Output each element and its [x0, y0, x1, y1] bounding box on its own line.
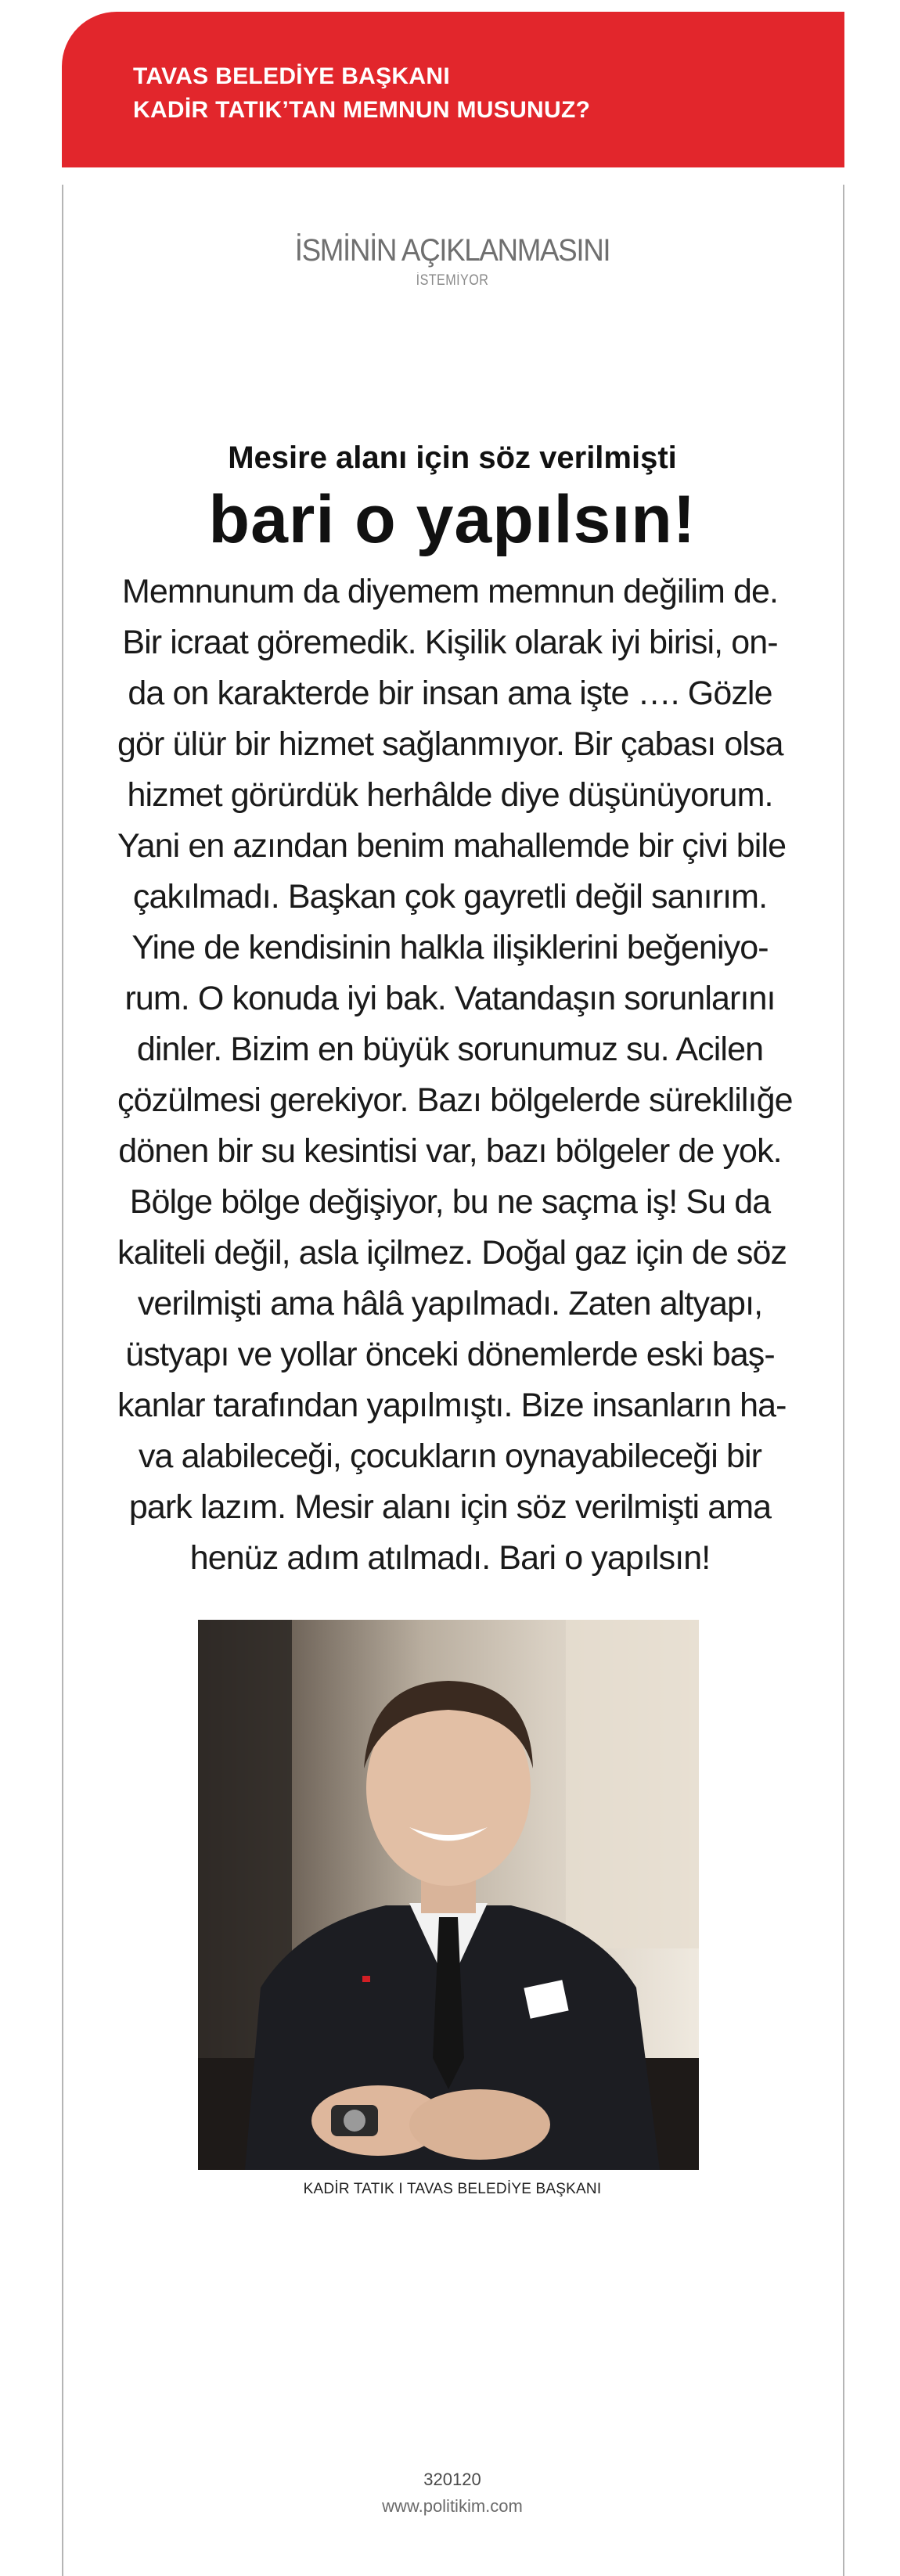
- body-line: gör ülür bir hizmet sağlanmıyor. Bir çabası olsa: [117, 725, 783, 763]
- header-title-line: KADİR TATIK’TAN MEMNUN MUSUNUZ?: [133, 97, 591, 123]
- photo-caption: KADİR TATIK I TAVAS BELEDİYE BAŞKANI: [303, 2181, 602, 2197]
- body-line: hizmet görürdük herhâlde diye düşünüyorum.: [127, 776, 773, 814]
- mayor-portrait: [198, 1620, 699, 2170]
- body-line: çözülmesi gerekiyor. Bazı bölgelerde süreklilığe: [117, 1081, 793, 1119]
- header-title-line: TAVAS BELEDİYE BAŞKANI: [133, 63, 450, 89]
- page-id: 320120: [423, 2470, 481, 2489]
- body-line: va alabileceği, çocukların oynayabileceği bir: [138, 1437, 762, 1475]
- body-line: Yani en azından benim mahallemde bir çivi bile: [117, 827, 787, 865]
- body-line: kaliteli değil, asla içilmez. Doğal gaz için de söz: [117, 1234, 787, 1272]
- body-line: Bir icraat göremedik. Kişilik olarak iyi birisi, on-: [122, 624, 778, 661]
- article-headline: bari o yapılsın!: [208, 482, 697, 557]
- body-line: henüz adım atılmadı. Bari o yapılsın!: [189, 1539, 711, 1577]
- website-url[interactable]: www.politikim.com: [382, 2496, 523, 2516]
- body-line: park lazım. Mesir alanı için söz verilmişti ama: [128, 1488, 772, 1526]
- body-line: dönen bir su kesintisi var, bazı bölgeler de yok.: [118, 1132, 782, 1170]
- respondent-name: İSMİNİN AÇIKLANMASINI: [294, 233, 610, 268]
- article-subheadline: Mesire alanı için söz verilmişti: [228, 441, 677, 475]
- body-line: verilmişti ama hâlâ yapılmadı. Zaten altyapı,: [137, 1285, 763, 1322]
- body-line: çakılmadı. Başkan çok gayretli değil sanırım.: [132, 878, 768, 916]
- right-border-line: [843, 185, 844, 2576]
- body-line: rum. O konuda iyi bak. Vatandaşın sorunlarını: [124, 980, 776, 1017]
- header-title: [133, 59, 822, 127]
- body-line: Memnunum da diyemem memnun değilim de.: [121, 573, 779, 610]
- body-line: Yine de kendisinin halkla ilişiklerini beğeniyo-: [131, 929, 769, 966]
- respondent-block: [63, 232, 842, 290]
- respondent-note: İSTEMİYOR: [416, 272, 489, 289]
- body-line: üstyapı ve yollar önceki dönemlerde eski baş-: [125, 1336, 775, 1373]
- body-line: kanlar tarafından yapılmıştı. Bize insanların ha-: [117, 1387, 787, 1424]
- mayor-photo: [198, 1620, 699, 2170]
- body-line: da on karakterde bir insan ama işte …. Gözle: [128, 675, 772, 712]
- body-line: Bölge bölge değişiyor, bu ne saçma iş! Su da: [129, 1183, 771, 1221]
- body-line: dinler. Bizim en büyük sorunumuz su. Acilen: [136, 1031, 764, 1068]
- article-body: [117, 567, 793, 1584]
